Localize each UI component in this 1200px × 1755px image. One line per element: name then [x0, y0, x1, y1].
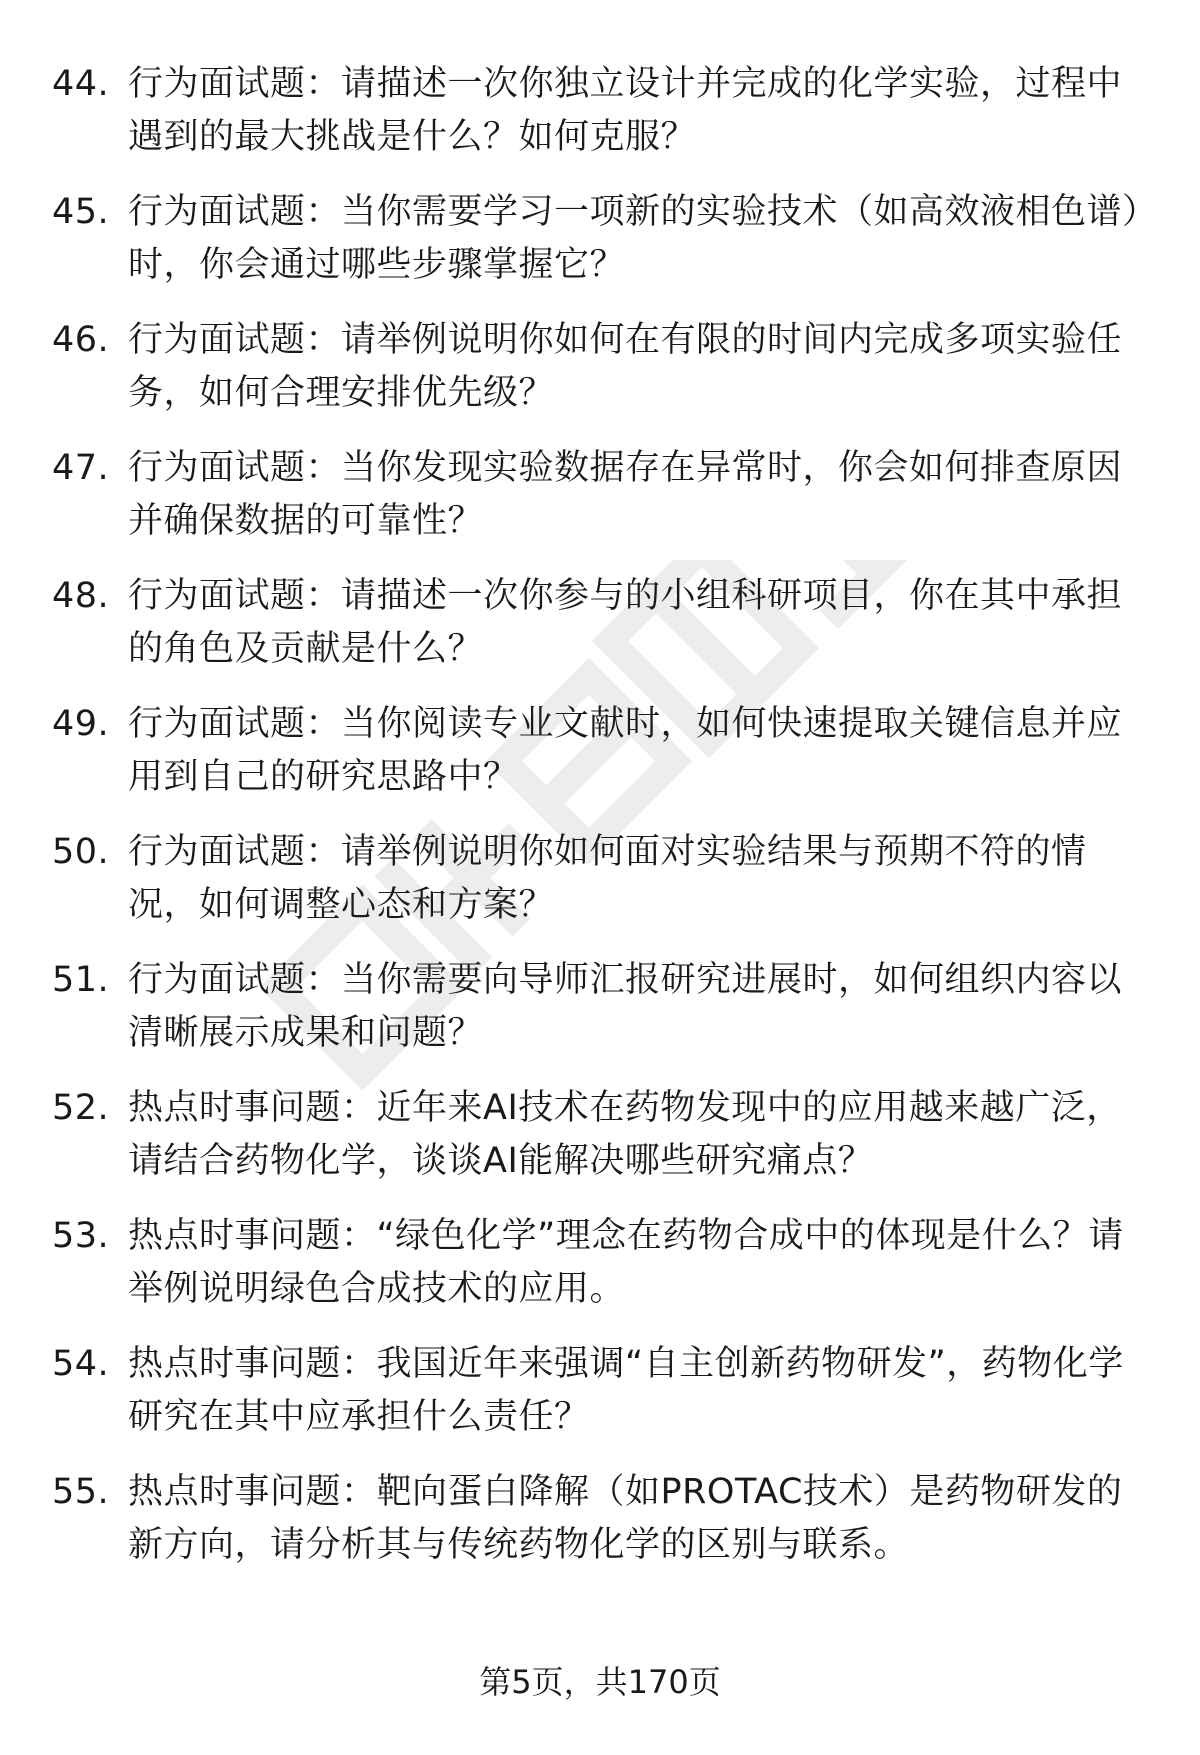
- question-item: [52, 698, 1142, 804]
- question-number: 47.: [52, 448, 110, 488]
- question-text: 行为面试题：当你需要向导师汇报研究进展时，如何组织内容以清晰展示成果和问题？: [128, 960, 1123, 1053]
- question-item: [52, 58, 1142, 164]
- page-number: 第5页，共170页: [479, 1663, 721, 1701]
- question-item: [52, 1082, 1142, 1188]
- question-item: [52, 570, 1142, 676]
- question-number: 50.: [52, 832, 110, 872]
- question-item: [52, 1466, 1142, 1572]
- question-item: [52, 186, 1142, 292]
- question-number: 55.: [52, 1472, 110, 1512]
- question-text: 行为面试题：请描述一次你参与的小组科研项目，你在其中承担的角色及贡献是什么？: [128, 576, 1123, 669]
- question-text: 行为面试题：当你阅读专业文献时，如何快速提取关键信息并应用到自己的研究思路中？: [128, 704, 1123, 797]
- question-number: 49.: [52, 704, 110, 744]
- question-list: [52, 58, 1142, 1594]
- question-text: 行为面试题：当你发现实验数据存在异常时，你会如何排查原因并确保数据的可靠性？: [128, 448, 1123, 541]
- question-text: 热点时事问题：“绿色化学”理念在药物合成中的体现是什么？请举例说明绿色合成技术的应用。: [128, 1216, 1124, 1309]
- question-item: [52, 1210, 1142, 1316]
- question-text: 行为面试题：请描述一次你独立设计并完成的化学实验，过程中遇到的最大挑战是什么？如何克服？: [128, 64, 1123, 157]
- question-number: 46.: [52, 320, 110, 360]
- question-text: 行为面试题：请举例说明你如何面对实验结果与预期不符的情况，如何调整心态和方案？: [128, 832, 1087, 925]
- question-number: 52.: [52, 1088, 110, 1128]
- question-item: [52, 826, 1142, 932]
- question-item: [52, 314, 1142, 420]
- question-item: [52, 954, 1142, 1060]
- question-number: 51.: [52, 960, 110, 1000]
- question-number: 44.: [52, 64, 110, 104]
- question-text: 热点时事问题：近年来AI技术在药物发现中的应用越来越广泛，请结合药物化学，谈谈AI能解决哪些研究痛点？: [128, 1088, 1122, 1181]
- question-number: 53.: [52, 1216, 110, 1256]
- question-number: 48.: [52, 576, 110, 616]
- question-item: [52, 1338, 1142, 1444]
- question-text: 行为面试题：请举例说明你如何在有限的时间内完成多项实验任务，如何合理安排优先级？: [128, 320, 1123, 413]
- question-item: [52, 442, 1142, 548]
- question-text: 热点时事问题：我国近年来强调“自主创新药物研发”，药物化学研究在其中应承担什么责任？: [128, 1344, 1124, 1437]
- question-number: 54.: [52, 1344, 110, 1384]
- question-text: 热点时事问题：靶向蛋白降解（如PROTAC技术）是药物研发的新方向，请分析其与传统药物化学的区别与联系。: [128, 1472, 1123, 1565]
- question-number: 45.: [52, 192, 110, 232]
- question-text: 行为面试题：当你需要学习一项新的实验技术（如高效液相色谱）时，你会通过哪些步骤掌握它？: [128, 192, 1141, 285]
